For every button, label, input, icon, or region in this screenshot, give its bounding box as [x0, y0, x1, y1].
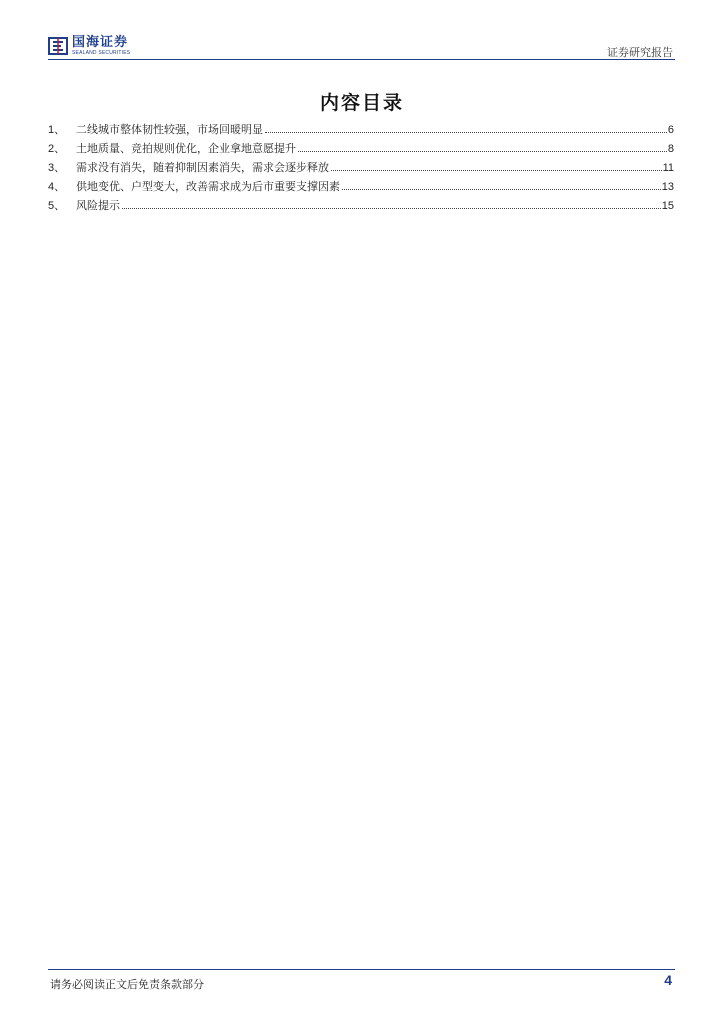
toc-entry[interactable]: [48, 140, 674, 159]
toc-title: 内容目录: [319, 92, 404, 114]
toc-entry[interactable]: [48, 178, 674, 197]
toc-entry-number: 4、: [48, 181, 66, 193]
toc-entry-title: 土地质量、竞拍规则优化，企业拿地意愿提升: [76, 142, 296, 155]
page-number: 4: [664, 972, 672, 988]
toc-entry-page: 6: [667, 124, 674, 136]
toc-entry-page: 13: [661, 181, 674, 193]
toc-entry-number: 5、: [48, 200, 66, 212]
toc-dot-leader: [331, 170, 662, 171]
toc-entry-title: 供地变优、户型变大，改善需求成为后市重要支撑因素: [76, 180, 340, 193]
toc-entry-title: 二线城市整体韧性较强，市场回暖明显: [76, 123, 263, 136]
toc-entry[interactable]: [48, 159, 674, 178]
toc-entry-page: 15: [661, 200, 674, 212]
toc-entry[interactable]: [48, 121, 674, 140]
sealand-logo-icon: [48, 36, 68, 56]
toc-dot-leader: [342, 189, 661, 190]
toc-dot-leader: [122, 208, 661, 209]
footer-divider: [48, 969, 675, 970]
footer-disclaimer: 请务必阅读正文后免责条款部分: [50, 978, 204, 991]
header-divider: [48, 59, 675, 60]
logo-chinese-name: 国海证券: [72, 35, 129, 50]
toc-entry-number: 3、: [48, 162, 66, 174]
toc-dot-leader: [298, 151, 667, 152]
report-type-label: 证券研究报告: [607, 46, 673, 59]
table-of-contents: [48, 121, 674, 216]
toc-entry-number: 2、: [48, 143, 66, 155]
toc-entry[interactable]: [48, 197, 674, 216]
toc-entry-title: 需求没有消失，随着抑制因素消失，需求会逐步释放: [76, 161, 329, 174]
toc-entry-page: 11: [662, 162, 674, 174]
toc-entry-title: 风险提示: [76, 199, 120, 212]
toc-dot-leader: [265, 132, 667, 133]
logo-english-name: SEALAND SECURITIES: [72, 50, 131, 56]
toc-entry-page: 8: [667, 143, 674, 155]
toc-entry-number: 1、: [48, 124, 66, 136]
page-header: [48, 30, 675, 60]
company-logo: [48, 36, 130, 56]
